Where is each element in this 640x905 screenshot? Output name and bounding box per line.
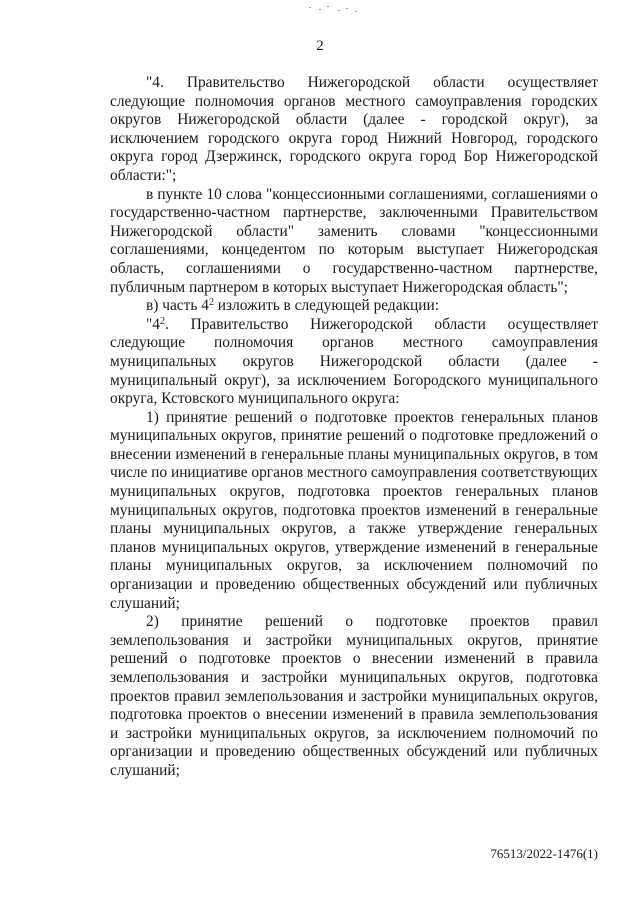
paragraph-text: в пункте 10 слова "концессионными соглашениями, соглашениями о государственно-частном партнерстве, заключенными Правительством Нижегородской области" заменить словами "концессионными соглашениями, концедентом по которым выступает Нижегородская область, соглашениями о государственно-частном партнерстве, публичным партнером в которых выступает Нижегородская область"; <box>110 185 598 296</box>
scan-artifact <box>305 5 365 13</box>
paragraph-text: 2) принятие решений о подготовке проектов правил землепользования и застройки муниципальных округов, принятие решений о подготовке проектов о внесении изменений в правила землепользования и застройки муниципальных округов, подготовка проектов правил землепользования и застройки муниципальных округов, подготовка проектов о внесении изменений в правила землепользования и застройки муниципальных округов, за исключением полномочий по организации и проведению общественных обсуждений или публичных слушаний; <box>110 613 598 779</box>
paragraph-item-4-2 <box>110 316 598 409</box>
paragraph-text: . Правительство Нижегородской области осуществляет следующие полномочия органов местного самоуправления муниципальных округов Нижегородской области (далее - муниципальный округ), за исключением Богородского муниципального округа, Кстовского муниципального округа: <box>110 315 598 408</box>
document-registration-code: 76513/2022-1476(1) <box>490 846 598 861</box>
paragraph-text: 1) принятие решений о подготовке проектов генеральных планов муниципальных округов, принятие решений о подготовке предложений о внесении изменений в генеральные планы муниципальных округов, в том числе по инициативе органов местного самоуправления соответствующих муниципальных округов, подготовка проектов генеральных планов муниципальных округов, подготовка проектов изменений в генеральные планы муниципальных округов, а также утверждение генеральных планов муниципальных округов, утверждение изменений в генеральные планы муниципальных округов, за исключением полномочий по организации и проведению общественных обсуждений или публичных слушаний; <box>110 408 598 612</box>
paragraph-prefix: "4 <box>146 315 160 333</box>
document-body <box>110 74 598 781</box>
paragraph-subitem-2 <box>110 613 598 780</box>
page-number: 2 <box>316 38 324 54</box>
paragraph-text: изложить в следующей редакции: <box>213 297 440 315</box>
paragraph-point-10-amendment <box>110 186 598 298</box>
paragraph-subitem-1 <box>110 409 598 614</box>
superscript: 2 <box>159 315 165 327</box>
paragraph-item-4 <box>110 74 598 186</box>
paragraph-part-4-2-intro <box>110 297 598 316</box>
superscript: 2 <box>208 297 214 309</box>
paragraph-prefix: в) часть 4 <box>146 297 209 315</box>
paragraph-text: "4. Правительство Нижегородской области осуществляет следующие полномочия органов местного самоуправления городских округов Нижегородской области (далее - городской округ), за исключением городского округа город Нижний Новгород, городского округа город Дзержинск, городского округа город Бор Нижегородской области:"; <box>110 74 598 184</box>
